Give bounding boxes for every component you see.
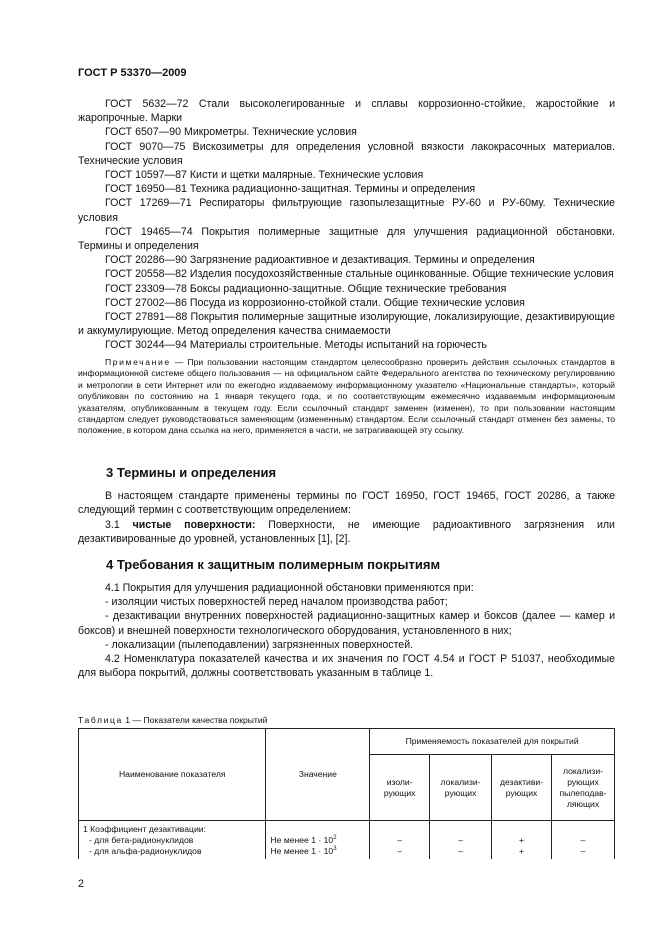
reference-title: Покрытия полимерные защитные для улучшения радиационной обстановки. Термины и определения bbox=[78, 225, 615, 253]
reference-code: ГОСТ 10597—87 bbox=[105, 169, 187, 182]
bullet-item: - изоляции чистых поверхностей перед началом производства работ; bbox=[105, 596, 448, 609]
page-number: 2 bbox=[78, 878, 84, 890]
value-b: Не менее 1 · 10 bbox=[270, 846, 334, 856]
reference-list bbox=[78, 97, 615, 353]
row-title: 1 Коэффициент дезактивации: bbox=[83, 824, 206, 834]
reference-item bbox=[78, 267, 615, 281]
reference-code: ГОСТ 9070—75 bbox=[105, 140, 186, 153]
reference-title: Изделия посудохозяйственные стальные оцинкованные. Общие технические условия bbox=[189, 268, 614, 281]
table-caption bbox=[78, 715, 267, 725]
reference-code: ГОСТ 20286—90 bbox=[105, 254, 187, 267]
reference-item bbox=[78, 225, 615, 253]
header-applicability: Применяемость показателей для покрытий bbox=[370, 729, 615, 755]
reference-title: Покрытия полимерные защитные изолирующие, локализирующие, дезактивирующие и аккумулирующие. Метод определения качества снимаемости bbox=[78, 311, 615, 338]
value-b-exp: 3 bbox=[333, 846, 337, 852]
section-4-body bbox=[78, 581, 615, 680]
reference-item bbox=[78, 140, 615, 168]
reference-title: Техника радиационно-защитная. Термины и определения bbox=[189, 183, 476, 196]
reference-item bbox=[78, 253, 615, 267]
reference-item bbox=[78, 310, 615, 338]
header-dust-suppressing: локализи-рующих пылеподав-ляющих bbox=[552, 755, 615, 821]
term-text: Поверхности, не имеющие радиоактивного загрязнения или дезактивированные до уровней, установленных [1], [2]. bbox=[78, 519, 615, 546]
row-value bbox=[266, 821, 370, 860]
reference-code: ГОСТ 19465—74 bbox=[105, 225, 193, 238]
bullet-item: - локализации (пылеподавлении) загрязненных поверхностей. bbox=[105, 638, 414, 651]
reference-item bbox=[78, 97, 615, 125]
reference-title: Боксы радиационно-защитные. Общие технические требования bbox=[189, 282, 507, 295]
value-a-exp: 2 bbox=[333, 835, 337, 841]
header-name: Наименование показателя bbox=[79, 729, 266, 821]
term-name: чистые поверхности: bbox=[132, 519, 256, 531]
reference-code: ГОСТ 17269—71 bbox=[105, 197, 192, 210]
reference-item bbox=[78, 168, 615, 182]
reference-title: Загрязнение радиоактивное и дезактивация. Термины и определения bbox=[189, 254, 535, 267]
reference-code: ГОСТ 23309—78 bbox=[105, 282, 187, 295]
reference-item bbox=[78, 282, 615, 296]
reference-code: ГОСТ 27002—86 bbox=[105, 296, 187, 309]
clause-4-1: 4.1 Покрытия для улучшения радиационной обстановки применяются при: bbox=[105, 582, 474, 594]
reference-title: Микрометры. Технические условия bbox=[184, 126, 357, 139]
cell-isolating: – – bbox=[370, 821, 430, 860]
table-caption-text: 1 — Показатели качества покрытий bbox=[122, 715, 268, 725]
cell-localizing: – – bbox=[430, 821, 492, 860]
header-localizing: локализи-рующих bbox=[430, 755, 492, 821]
reference-title: Вискозиметры для определения условной вязкости лакокрасочных материалов. Технические условия bbox=[78, 140, 615, 167]
quality-table bbox=[78, 728, 615, 859]
reference-title: Респираторы фильтрующие газопылезащитные РУ-60 и РУ-60му. Технические условия bbox=[78, 197, 616, 224]
section-3-heading: 3 Термины и определения bbox=[106, 465, 277, 480]
table-row bbox=[79, 821, 615, 860]
reference-item bbox=[78, 196, 615, 224]
row-sub-b: - для альфа-радионуклидов bbox=[89, 846, 202, 856]
reference-code: ГОСТ 16950—81 bbox=[105, 183, 187, 196]
reference-code: ГОСТ 20558—82 bbox=[105, 268, 187, 281]
reference-title: Посуда из коррозионно-стойкой стали. Общие технические условия bbox=[189, 296, 525, 309]
reference-title: Материалы строительные. Методы испытаний на горючесть bbox=[189, 339, 487, 352]
header-decontaminating: дезактиви-рующих bbox=[492, 755, 552, 821]
reference-item bbox=[78, 338, 615, 352]
reference-code: ГОСТ 30244—94 bbox=[105, 339, 187, 352]
reference-item bbox=[78, 125, 615, 139]
table-header-row bbox=[79, 729, 615, 755]
reference-item bbox=[78, 296, 615, 310]
term-number: 3.1 bbox=[105, 519, 120, 531]
section-3-intro: В настоящем стандарте применены термины по ГОСТ 16950, ГОСТ 19465, ГОСТ 20286, а также следующий термин с соответствующим определением: bbox=[78, 490, 615, 517]
note-label: Примечание bbox=[105, 357, 171, 367]
reference-code: ГОСТ 5632—72 bbox=[105, 98, 189, 110]
document-header: ГОСТ Р 53370—2009 bbox=[78, 67, 187, 79]
clause-4-2: 4.2 Номенклатура показателей качества и их значения по ГОСТ 4.54 и ГОСТ Р 51037, необходимые для выбора покрытий, должны соответствовать указанным в таблице 1. bbox=[78, 653, 615, 680]
reference-title: Кисти и щетки малярные. Технические условия bbox=[189, 169, 424, 182]
section-4-heading: 4 Требования к защитным полимерным покрытиям bbox=[106, 557, 441, 572]
header-value: Значение bbox=[266, 729, 370, 821]
table-caption-label: Таблица bbox=[78, 715, 123, 725]
reference-code: ГОСТ 6507—90 bbox=[105, 126, 182, 139]
value-a: Не менее 1 · 10 bbox=[270, 835, 334, 845]
note-text: — При пользовании настоящим стандартом целесообразно проверить действия ссылочных стандартов в информационной системе общего пользования — на официальном сайте Федерального агентства по техническому регулированию и метрологии в сети Интернет или по ежегодно издаваемому информационному указателю «Национальные стандарты», который опубликован по состоянию на 1 января текущего года, и по соответствующим ежемесячно издаваемым информационным указателям, опубликованным в текущем году. Если ссылочный стандарт заменен (изменен), то при пользовании настоящим стандартом следует руководствоваться заменяющим (измененным) стандартом. Если ссылочный стандарт отменен без замены, то положение, в котором дана ссылка на него, применяется в части, не затрагивающей эту ссылку. bbox=[78, 357, 615, 436]
reference-title: Стали высоколегированные и сплавы коррозионно-стойкие, жаростойкие и жаропрочные. Марки bbox=[78, 98, 615, 125]
cell-decontaminating: + + bbox=[492, 821, 552, 860]
reference-code: ГОСТ 27891—88 bbox=[105, 311, 188, 324]
note-paragraph bbox=[78, 357, 615, 437]
row-name bbox=[79, 821, 266, 860]
header-isolating: изоли-рующих bbox=[370, 755, 430, 821]
cell-dust-suppressing: – – bbox=[552, 821, 615, 860]
bullet-item: - дезактивации внутренних поверхностей радиационно-защитных камер и боксов (далее — камер и боксов) и внешней поверхности технологического оборудования, установленного в них; bbox=[78, 610, 615, 637]
term-definition bbox=[78, 518, 615, 546]
row-sub-a: - для бета-радионуклидов bbox=[89, 835, 194, 845]
reference-item bbox=[78, 182, 615, 196]
